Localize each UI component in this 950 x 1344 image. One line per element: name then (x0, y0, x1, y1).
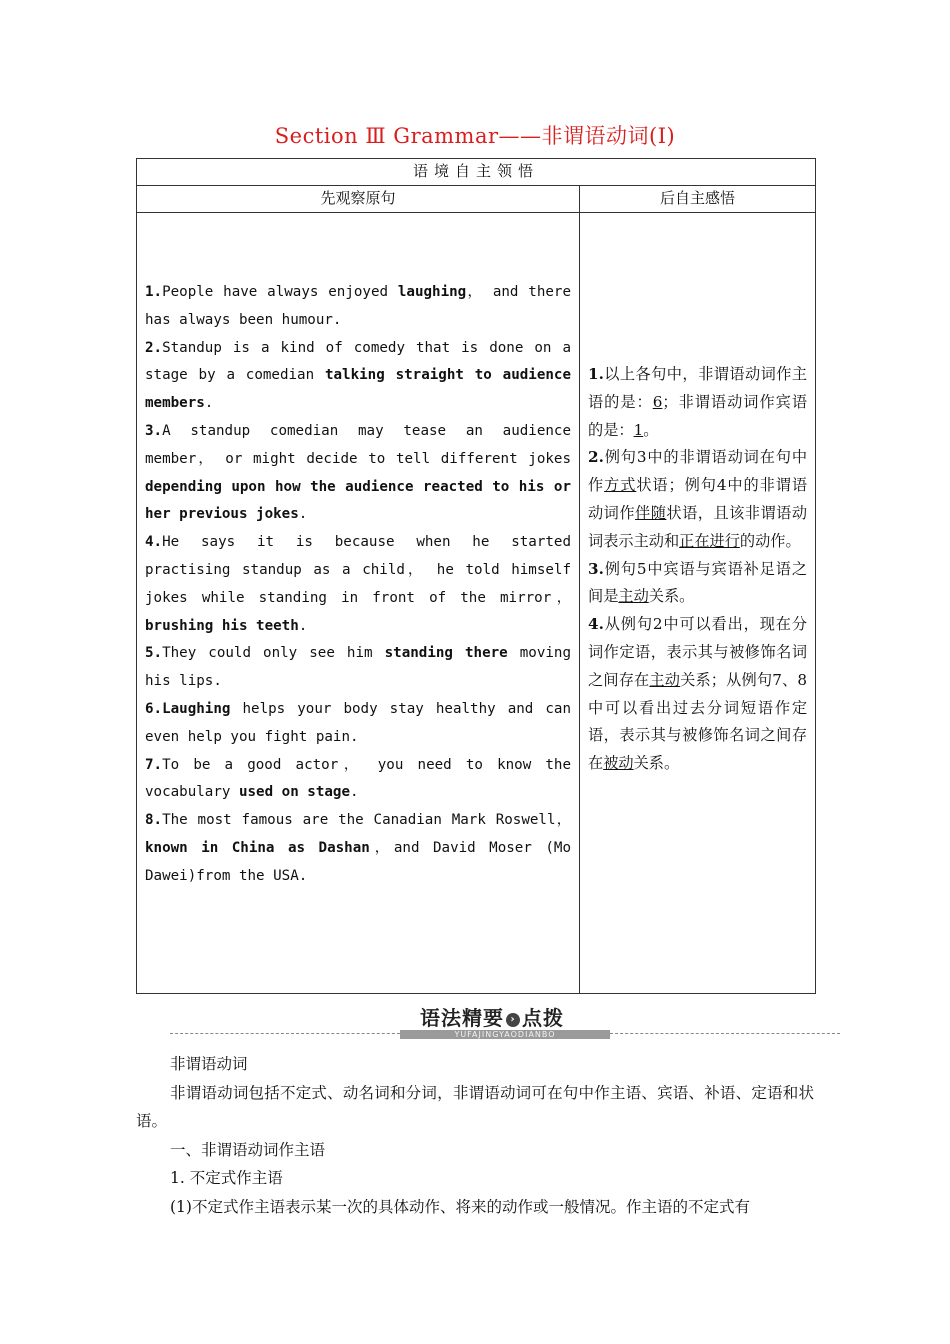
note-text: 。 (643, 420, 659, 439)
example-sentence (145, 640, 571, 696)
sentence-number: 1. (145, 284, 163, 300)
banner-title (420, 1002, 564, 1031)
page-title: Section Ⅲ Grammar——非谓语动词(Ⅰ) (274, 124, 676, 148)
sentence-text: The most famous are the Canadian Mark Roswell， (162, 812, 571, 829)
point-paragraph: (1)不定式作主语表示某一次的具体动作、将来的动作或一般情况。作主语的不定式有 (170, 1197, 750, 1216)
sentence-text: He says it is because when he started practising standup as a child， he told himself jokes while standing in front of the mirror， (145, 534, 571, 606)
example-sentence (145, 335, 571, 418)
answer-blank: 主动 (618, 587, 649, 606)
sentence-number: 2. (145, 339, 163, 356)
note-text: 从例句2中可以看出，现在分词作定语，表示其与被修饰名词之间存在 (588, 615, 808, 689)
sentence-text: To be a good actor， you need to know the vocabulary (145, 756, 571, 801)
sentence-text: ，and David Moser (Mo Dawei)from the USA. (145, 839, 572, 884)
sentence-text: Standup is a kind of comedy that is done on a stage by a comedian (145, 339, 571, 384)
sentence-text: moving his lips. (145, 645, 571, 690)
note-text: 关系；从例句7、8中可以看出过去分词短语作定语，表示其与被修饰名词之间存在 (588, 670, 808, 773)
note-text: 的动作。 (739, 531, 801, 550)
sentence-text: . (204, 395, 214, 412)
highlighted-phrase: brushing his teeth (145, 617, 299, 634)
insight-note (588, 444, 807, 555)
example-sentences-cell (137, 213, 580, 994)
section-banner (170, 1000, 840, 1042)
example-sentence (145, 529, 571, 640)
note-text: 关系。 (648, 587, 695, 606)
subsection-heading: 一、非谓语动词作主语 (170, 1140, 326, 1159)
point-heading: 1. 不定式作主语 (170, 1169, 283, 1187)
sentence-number: 5. (145, 645, 163, 662)
note-number: 4. (588, 615, 604, 634)
highlighted-phrase: used on stage (238, 784, 351, 801)
column-header-left: 先观察原句 (137, 186, 580, 213)
banner-title-right: 点拨 (522, 1006, 564, 1030)
note-number: 2. (588, 448, 604, 467)
note-text: ；非谓语动词作宾语的是： (588, 392, 808, 439)
answer-blank: 主动 (649, 670, 681, 689)
sentence-number: 6. (145, 700, 163, 717)
banner-divider-right (610, 1033, 840, 1034)
table-header: 语境自主领悟 (137, 159, 816, 186)
answer-blank: 方式 (604, 476, 637, 495)
sentence-number: 3. (145, 422, 163, 439)
arrow-icon: › (506, 1013, 520, 1027)
insight-notes-cell (580, 213, 816, 994)
insight-note (588, 556, 807, 612)
insight-notes (588, 361, 807, 778)
banner-divider-left (170, 1033, 410, 1034)
intro-paragraph: 非谓语动词包括不定式、动名词和分词，非谓语动词可在句中作主语、宾语、补语、定语和状语。 (136, 1083, 814, 1130)
highlighted-phrase: talking straight to audience members (145, 367, 571, 412)
sentence-text: helps your body stay healthy and can even help you fight pain. (145, 700, 571, 745)
sentence-text: . (298, 617, 308, 634)
answer-blank: 6 (652, 392, 663, 411)
banner-pinyin: YUFAJINGYAODIANBO (400, 1030, 610, 1039)
answer-blank: 被动 (603, 754, 634, 773)
observation-table (136, 158, 816, 994)
example-sentence (145, 696, 571, 752)
example-sentence (145, 752, 571, 808)
sentence-number: 8. (145, 812, 163, 829)
highlighted-phrase: standing there (384, 645, 508, 662)
note-text: 状语；例句4中的非谓语动词作 (588, 476, 808, 522)
insight-note (588, 361, 807, 444)
sentence-number: 7. (145, 756, 163, 773)
sentence-text: They could only see him (162, 645, 385, 662)
sentence-text: People have always enjoyed (162, 284, 398, 300)
highlighted-phrase: laughing (397, 284, 467, 300)
note-text: 状语，且该非谓语动词表示主动和 (588, 503, 808, 550)
insight-note (588, 611, 807, 778)
grammar-body (136, 1050, 814, 1221)
sentence-text: ， and there has always been humour. (145, 284, 572, 328)
sentence-text: . (298, 506, 308, 523)
highlighted-phrase: depending upon how the audience reacted to his or her previous jokes (145, 478, 571, 523)
sentence-text: . (350, 784, 359, 801)
note-number: 3. (588, 559, 604, 578)
answer-blank: 正在进行 (679, 531, 740, 550)
answer-blank: 1 (633, 420, 644, 439)
example-sentences (145, 279, 571, 891)
section-heading: 非谓语动词 (170, 1055, 248, 1073)
note-text: 例句3中的非谓语动词在句中作 (588, 448, 808, 495)
note-number: 1. (588, 365, 604, 383)
highlighted-phrase: known in China as Dashan (145, 839, 370, 856)
note-text: 关系。 (633, 754, 680, 773)
sentence-text: A standup comedian may tease an audience member， or might decide to tell different jokes (145, 422, 571, 467)
column-header-right: 后自主感悟 (580, 186, 816, 213)
answer-blank: 伴随 (635, 503, 667, 522)
highlighted-phrase: Laughing (162, 700, 231, 717)
note-text: 例句5中宾语与宾语补足语之间是 (588, 559, 808, 606)
sentence-number: 4. (145, 534, 163, 551)
banner-title-left: 语法精要 (420, 1006, 504, 1030)
example-sentence (145, 418, 571, 529)
example-sentence (145, 807, 571, 890)
example-sentence (145, 279, 571, 335)
note-text: 以上各句中，非谓语动词作主语的是： (588, 365, 808, 411)
